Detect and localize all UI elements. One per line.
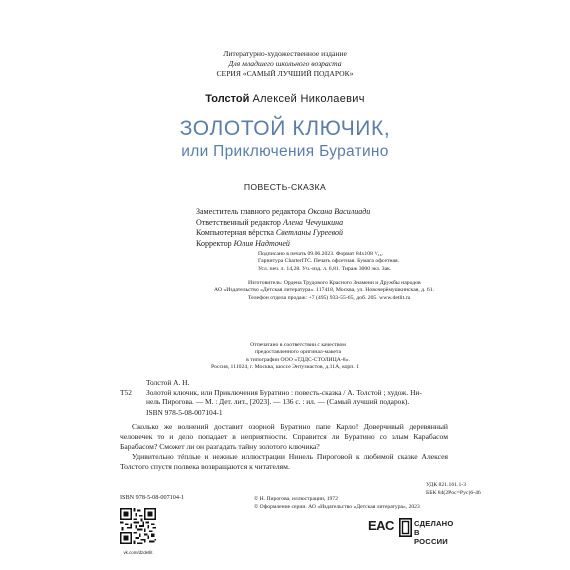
made-line: СДЕЛАНО xyxy=(414,519,454,528)
catalog-line: нель Пирогова. — М. : Дет. лит., [2023]. — 136 с. : ил. — (Самый лучший подарок). xyxy=(146,397,410,407)
copyright-line: © Оформление серии. АО «Издательство «Детская литература», 2023 xyxy=(254,503,420,510)
catalog-code: Т52 xyxy=(120,388,132,397)
staff-role: Заместитель главного редактора xyxy=(196,207,306,216)
book-annotation xyxy=(120,422,448,472)
catalog-entry xyxy=(146,388,456,407)
qr-code-icon[interactable] xyxy=(120,508,156,544)
bbk-code: ББК 84(2Рос=Рус)6-46 xyxy=(426,489,481,496)
print-specs xyxy=(258,251,399,273)
series-name: СЕРИЯ «САМЫЙ ЛУЧШИЙ ПОДАРОК» xyxy=(216,69,354,78)
print-line: в типографии ООО «ТДДС-СТОЛИЦА-8». xyxy=(246,356,350,363)
staff-person: Светланы Гуреевой xyxy=(275,228,344,238)
annotation-paragraph: Удивительно тёплые и нежные иллюстрации Нинель Пироговой к любимой сказке Алексея Толстого спустя полвека возвращаются к читателям. xyxy=(120,452,448,471)
publisher-line: АО «Издательство «Детская литература». 117418, Москва, ул. Новочерёмушкинская, д. 61. xyxy=(214,287,435,294)
genre-label: ПОВЕСТЬ-СКАЗКА xyxy=(243,182,327,192)
print-line: предоставленного оригинал-макета xyxy=(255,349,341,356)
author-name xyxy=(0,93,570,105)
signed-for-print: Подписано в печать 09.06.2023. Формат 84х108 ¹/₁₆. xyxy=(258,251,384,257)
staff-credits xyxy=(196,207,370,249)
staff-role: Корректор xyxy=(196,238,232,248)
staff-role: Компьютерная вёрстка xyxy=(196,228,274,238)
book-title-line-1: ЗОЛОТОЙ КЛЮЧИК, xyxy=(179,117,391,140)
staff-role: Ответственный редактор xyxy=(196,217,281,227)
udk-code: УДК 821.161.1-3 xyxy=(426,482,467,488)
edition-type: Литературно-художественное издание xyxy=(223,49,347,58)
typeface-info: Гарнитура CharterITC. Печать офсетная. Бумага офсетная. xyxy=(258,258,400,265)
isbn-bottom: ISBN 978-5-08-007104-1 xyxy=(120,494,185,501)
series-block xyxy=(0,49,570,79)
made-in-russia-label xyxy=(414,519,453,546)
qr-caption: vk.com/dzdetlit xyxy=(123,550,153,555)
made-in-russia-icon xyxy=(399,518,412,537)
made-line: В РОССИИ xyxy=(414,528,448,546)
staff-row xyxy=(196,218,370,229)
author-surname: Толстой xyxy=(205,93,250,105)
eac-mark-icon: EAC xyxy=(368,518,394,533)
staff-row xyxy=(196,207,370,218)
print-line: Отпечатано в соответствии с качеством xyxy=(250,342,346,348)
staff-person: Алена Чечушкина xyxy=(282,217,344,227)
catalog-isbn: ISBN 978-5-08-007104-1 xyxy=(146,408,223,417)
book-title-line-2: или Приключения Буратино xyxy=(181,143,389,160)
qr-block xyxy=(120,508,156,555)
staff-person: Юлия Надточей xyxy=(233,238,290,248)
made-in-russia-badge xyxy=(399,517,454,546)
printing-house xyxy=(228,342,368,364)
catalog-line: Золотой ключик, или Приключения Буратино : повесть-сказка / А. Толстой ; худож. Ни- xyxy=(146,388,422,397)
author-given-names: Алексей Николаевич xyxy=(252,93,365,105)
annotation-paragraph: Сколько же волнений доставит озорной Буратино папе Карло! Доверчивый деревянный человечек то и дело попадает в неприятности. Справится ли Буратино со злым Карабасом Барабасом? Сможет ли он разгадать тайну золотого ключика? xyxy=(120,422,448,451)
catalog-heading: Толстой А. Н. xyxy=(146,378,190,387)
copyright-block xyxy=(254,496,420,511)
printing-address: Россия, 111024, г. Москва, шоссе Энтузиастов, д.11А, корп. 1 xyxy=(211,364,359,370)
copyright-line: © Н. Пирогова, иллюстрации, 1972 xyxy=(254,496,338,502)
publisher-info xyxy=(214,280,434,302)
sheet-count: Усл. печ. л. 14,28. Уч.-изд. л. 6,81. Тираж 3000 экз. Зак. xyxy=(258,265,392,272)
staff-person: Оксана Василиади xyxy=(307,207,371,216)
publisher-line: Изготовитель: Ордена Трудового Красного Знамени и Дружбы народов xyxy=(248,280,421,286)
staff-row xyxy=(196,228,370,239)
age-group: Для младшего школьного возраста xyxy=(228,59,342,68)
classification-codes xyxy=(426,482,481,497)
staff-row xyxy=(196,239,370,250)
sales-phone: Телефон отдела продаж: +7 (495) 933-55-65, доб. 205. www.detlit.ru xyxy=(248,294,411,301)
